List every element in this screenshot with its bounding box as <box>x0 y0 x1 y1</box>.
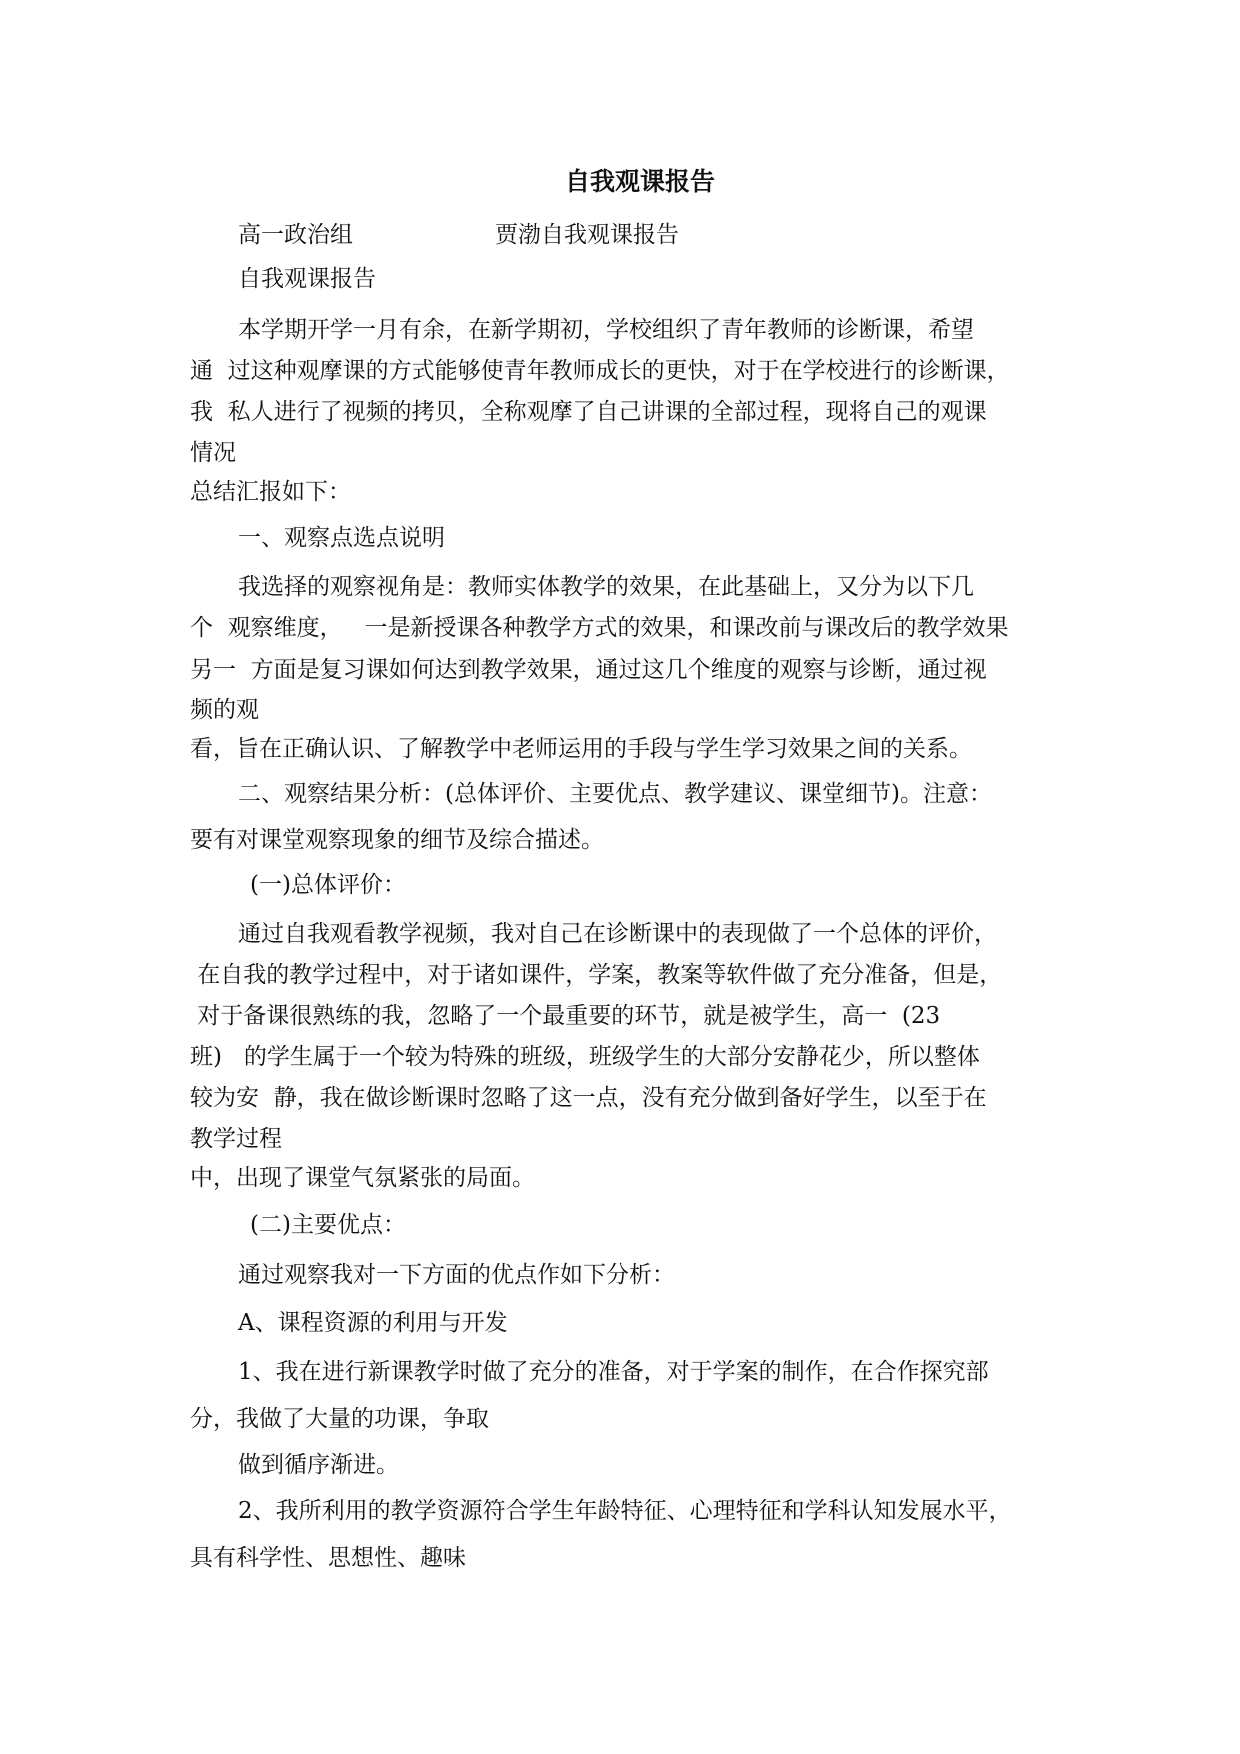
body-line: 通过观察我对一下方面的优点作如下分析： <box>238 1262 675 1288</box>
body-line: 情况 <box>190 440 236 466</box>
subsection-heading: A、课程资源的利用与开发 <box>238 1310 508 1336</box>
body-line: 中，出现了课堂气氛紧张的局面。 <box>190 1165 535 1191</box>
body-line: 较为安 静，我在做诊断课时忽略了这一点，没有充分做到备好学生，以至于在 <box>190 1085 987 1111</box>
section-heading: 二、观察结果分析：(总体评价、主要优点、教学建议、课堂细节)。注意： <box>238 781 992 807</box>
body-line: 通过自我观看教学视频，我对自己在诊断课中的表现做了一个总体的评价， <box>238 921 997 947</box>
body-line: 1、我在进行新课教学时做了充分的准备，对于学案的制作，在合作探究部 <box>238 1359 989 1385</box>
body-line: 另一 方面是复习课如何达到教学效果，通过这几个维度的观察与诊断，通过视 <box>190 657 987 683</box>
body-line: 我 私人进行了视频的拷贝，全称观摩了自己讲课的全部过程，现将自己的观课 <box>190 399 987 425</box>
body-line: 对于备课很熟练的我，忽略了一个最重要的环节，就是被学生，高一 (23 <box>190 1003 941 1029</box>
section-heading: 一、观察点选点说明 <box>238 525 445 551</box>
body-line: 总结汇报如下： <box>190 479 351 505</box>
body-line: 在自我的教学过程中，对于诸如课件，学案，教案等软件做了充分准备，但是， <box>190 962 1003 988</box>
subtitle: 自我观课报告 <box>238 266 376 292</box>
body-line: 我选择的观察视角是：教师实体教学的效果，在此基础上，又分为以下几 <box>238 574 974 600</box>
body-line: 频的观 <box>190 697 259 723</box>
document-title: 自我观课报告 <box>565 167 716 196</box>
body-line: 分，我做了大量的功课，争取 <box>190 1406 489 1432</box>
subsection-heading: (二)主要优点： <box>250 1212 406 1238</box>
body-line: 本学期开学一月有余，在新学期初，学校组织了青年教师的诊断课，希望 <box>238 317 974 343</box>
header-group: 高一政治组 <box>238 222 353 248</box>
body-line: 要有对课堂观察现象的细节及综合描述。 <box>190 827 604 853</box>
body-line: 2、我所利用的教学资源符合学生年龄特征、心理特征和学科认知发展水平， <box>238 1498 1012 1524</box>
body-line: 个 观察维度， 一是新授课各种教学方式的效果，和课改前与课改后的教学效果 <box>190 615 1009 641</box>
header-author-title: 贾渤自我观课报告 <box>495 222 679 248</box>
body-line: 通 过这种观摩课的方式能够使青年教师成长的更快，对于在学校进行的诊断课， <box>190 358 1010 384</box>
body-line: 看，旨在正确认识、了解教学中老师运用的手段与学生学习效果之间的关系。 <box>190 736 972 762</box>
body-line: 具有科学性、思想性、趣味 <box>190 1545 466 1571</box>
subsection-heading: (一)总体评价： <box>250 872 406 898</box>
body-line: 做到循序渐进。 <box>238 1452 399 1478</box>
body-line: 教学过程 <box>190 1126 282 1152</box>
body-line: 班) 的学生属于一个较为特殊的班级，班级学生的大部分安静花少，所以整体 <box>190 1044 980 1070</box>
